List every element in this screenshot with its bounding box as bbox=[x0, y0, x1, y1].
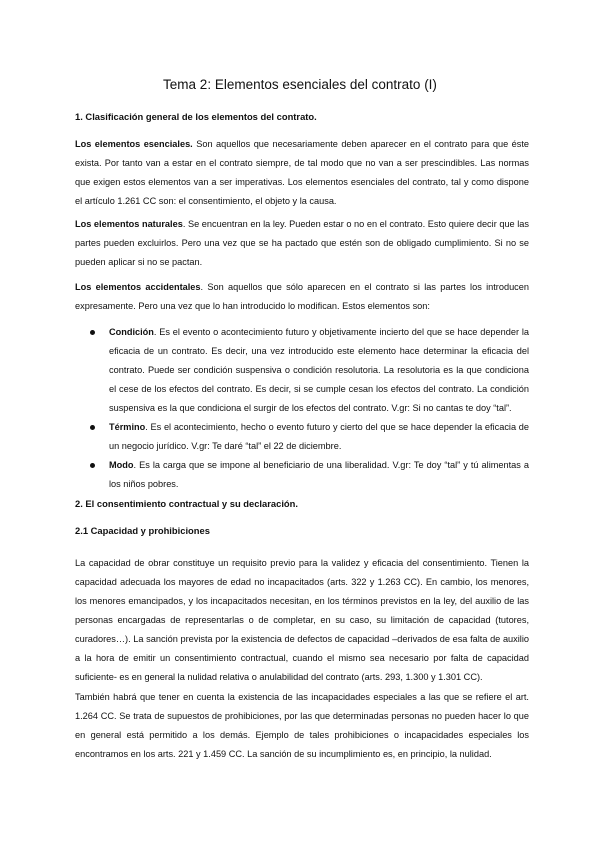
text-termino: . Es el acontecimiento, hecho o evento futuro y cierto del que se hace depender la eficacia de un negocio jurídico. V.gr: Te daré “tal” el 22 de diciembre. bbox=[109, 422, 529, 451]
paragraph-prohibiciones: También habrá que tener en cuenta la existencia de las incapacidades especiales a las que se refiere el art. 1.264 CC. Se trata de supuestos de prohibiciones, por las que determinadas personas no pueden hacer lo que en general está permitido a los demás. Ejemplo de tales prohibiciones o incapacidades especiales los encontramos en los arts. 221 y 1.459 CC. La sanción de su incumplimiento es, en principio, la nulidad. bbox=[75, 692, 529, 759]
section-2-heading: 2. El consentimiento contractual y su declaración. bbox=[75, 498, 298, 509]
list-item-condicion bbox=[75, 323, 529, 418]
term-modo: Modo bbox=[109, 460, 134, 470]
paragraph-elementos-accidentales bbox=[75, 278, 529, 316]
list-item-modo bbox=[75, 456, 529, 494]
term-termino: Término bbox=[109, 422, 146, 432]
term-elementos-naturales: Los elementos naturales bbox=[75, 219, 183, 229]
term-condicion: Condición bbox=[109, 327, 154, 337]
text-elementos-accidentales: . Son aquellos que sólo aparecen en el contrato si las partes los introducen expresamente. Pero una vez que lo han introducido lo modifican. Estos elementos son: bbox=[75, 282, 529, 311]
term-elementos-esenciales: Los elementos esenciales. bbox=[75, 139, 193, 149]
text-elementos-esenciales: Son aquellos que necesariamente deben aparecer en el contrato para que éste exista. Por tanto van a estar en el contrato siempre, de tal modo que no van a ser prescindibles. Las normas que exigen estos elementos van a ser imperativas. Los elementos esenciales del contrato, tal y como dispone el artículo 1.261 CC son: el consentimiento, el objeto y la causa. bbox=[75, 139, 530, 206]
text-elementos-naturales: . Se encuentran en la ley. Pueden estar o no en el contrato. Esto quiere decir que las partes pueden excluirlos. Pero una vez que se ha pactado que estén son de obligado cumplimiento. Si no se pueden aplicar si no se pactan. bbox=[75, 219, 530, 267]
text-modo: . Es la carga que se impone al beneficiario de una liberalidad. V.gr: Te doy “tal” y tú alimentas a los niños pobres. bbox=[109, 460, 529, 489]
accidental-elements-list bbox=[75, 323, 529, 494]
section-1-heading: 1. Clasificación general de los elementos del contrato. bbox=[75, 111, 317, 122]
bullet-icon bbox=[90, 330, 95, 335]
bullet-icon bbox=[90, 425, 95, 430]
paragraph-elementos-esenciales bbox=[75, 135, 529, 211]
paragraph-capacidad: La capacidad de obrar constituye un requisito previo para la validez y eficacia del consentimiento. Tienen la capacidad adecuada los mayores de edad no incapacitados (arts. 322 y 1.263 CC). En cambio, los menores, los menores emancipados, y los incapacitados necesitan, en los términos previstos en la ley, del auxilio de las personas encargadas de representarlas o de completar, en su caso, su limitación de capacidad (tutores, curadores…). La sanción prevista por la existencia de defectos de capacidad –derivados de esa falta de auxilio a la hora de emitir un consentimiento contractual, cuando el mismo sea necesario por falta de capacidad suficiente- es en general la nulidad relativa o anulabilidad del contrato (arts. 293, 1.300 y 1.301 CC). bbox=[75, 558, 529, 682]
paragraph-elementos-naturales bbox=[75, 215, 529, 272]
text-condicion: . Es el evento o acontecimiento futuro y objetivamente incierto del que se hace depender la eficacia de un contrato. Es decir, una vez introducido este elemento hace determinar la eficacia del contrato. Puede ser condición suspensiva o condición resolutoria. La resolutoria es la que condiciona el cese de los efectos del contrato. Es decir, si se cumple cesan los efectos del contrato. La condición suspensiva es la que condiciona el surgir de los efectos del contrato. V.gr: Si no cantas te doy “tal”. bbox=[109, 327, 529, 413]
subsection-2-1-heading: 2.1 Capacidad y prohibiciones bbox=[75, 525, 210, 536]
list-item-termino bbox=[75, 418, 529, 456]
page-title: Tema 2: Elementos esenciales del contrato (I) bbox=[163, 77, 437, 92]
term-elementos-accidentales: Los elementos accidentales bbox=[75, 282, 201, 292]
bullet-icon bbox=[90, 463, 95, 468]
